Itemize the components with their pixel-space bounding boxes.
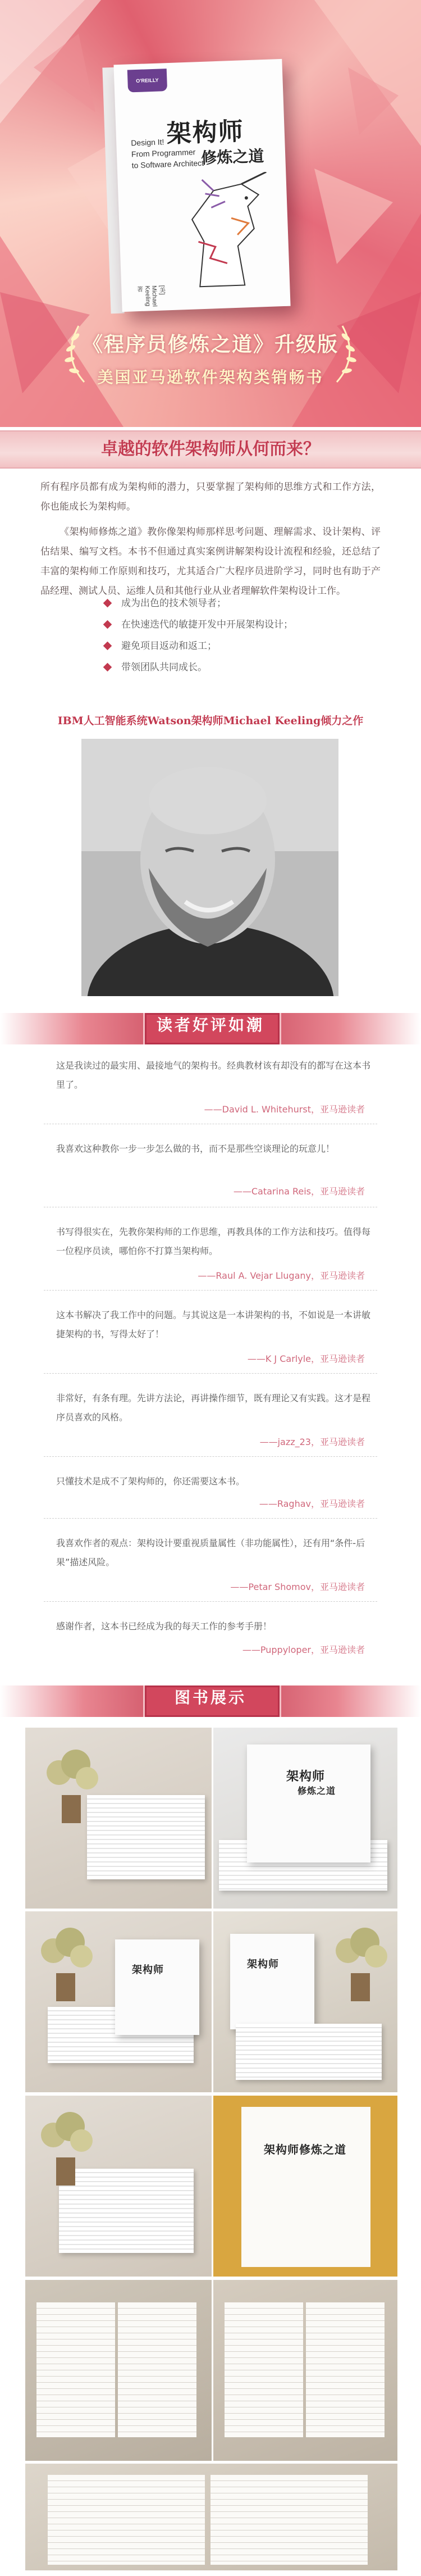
- publisher-badge: O'REILLY: [127, 69, 167, 92]
- plant-icon: [31, 1923, 98, 2007]
- intro-paragraph: 所有程序员都有成为架构师的潜力，只要掌握了架构师的思维方式和工作方法，你也能成长为架构师。: [40, 481, 381, 512]
- open-book-page: [36, 2302, 115, 2437]
- book-photo-cover: 架构师 修炼之道: [247, 1744, 370, 1862]
- divider: [44, 1373, 377, 1374]
- diamond-bullet-icon: [103, 663, 112, 672]
- cover-subtitle: 修炼之道: [200, 147, 264, 168]
- gallery-photo: [25, 2280, 212, 2461]
- diamond-bullet-icon: [103, 642, 112, 651]
- divider: [44, 1290, 377, 1291]
- review-author: ——Catarina Reis，亚马逊读者: [233, 1186, 365, 1197]
- review-text: 这是我读过的最实用、最接地气的架构书。经典教材该有却没有的都写在这本书里了。: [56, 1060, 371, 1090]
- cover-title: 架构师: [166, 117, 245, 149]
- gallery-photo: [25, 2464, 397, 2570]
- section-header-bar: [0, 430, 421, 469]
- open-book-page: [48, 2475, 205, 2565]
- open-book-page: [118, 2302, 196, 2437]
- section-heading: 卓越的软件架构师从何而来？: [101, 439, 320, 459]
- list-item: 成为出色的技术领导者；: [102, 593, 293, 614]
- review-author: ——Raghav，亚马逊读者: [259, 1498, 365, 1509]
- description-paragraph: 《架构师修炼之道》教你像架构师那样思考问题、理解需求、设计架构、评估结果、编写文档。本书不但通过真实案例讲解架构设计流程和经验，还总结了丰富的架构师工作原则和技巧，尤其适合广大程序员进阶学习，同时也有助于产品经理、测试人员、运维人员和其他行业从业者理解软件架构设计工作。: [40, 526, 381, 597]
- diamond-bullet-icon: [103, 599, 112, 608]
- gallery-photo: [25, 2096, 212, 2277]
- hero-tagline-secondary: 美国亚马逊软件架构类销畅书: [97, 368, 324, 387]
- review-author: ——jazz_23，亚马逊读者: [259, 1437, 365, 1447]
- author-portrait-illustration: [81, 739, 338, 996]
- divider: [44, 1518, 377, 1519]
- benefits-list: [102, 593, 293, 678]
- open-book-page: [306, 2302, 385, 2437]
- cover-english-title: Design It! From Programmer to Software Architect: [131, 137, 204, 170]
- gallery-heading: 图书展示: [174, 1688, 246, 1707]
- review-text: 只懂技术是成不了架构师的，你还需要这本书。: [56, 1476, 245, 1487]
- review-author: ——Petar Shomov，亚马逊读者: [230, 1582, 365, 1592]
- review-text: 感谢作者，这本书已经成为我的每天工作的参考手册！: [56, 1621, 272, 1632]
- plant-icon: [326, 1923, 393, 2007]
- gallery-photo: 架构师: [25, 1911, 212, 2092]
- open-book-page: [210, 2475, 368, 2565]
- author-portrait: [81, 739, 338, 996]
- list-item: 在快速迭代的敏捷开发中开展架构设计；: [102, 614, 293, 635]
- hero-tagline-primary: 《程序员修炼之道》升级版: [82, 333, 338, 356]
- review-text: 这本书解决了我工作中的问题。与其说这是一本讲架构的书，不如说是一本讲敏捷架构的书，写得太好了！: [56, 1310, 371, 1339]
- review-text: 书写得很实在，先教你架构师的工作思维，再教具体的工作方法和技巧。值得每一位程序员读，哪怕你不打算当架构师。: [56, 1226, 371, 1256]
- divider: [44, 1601, 377, 1602]
- cover-author: [美] Michael Keeling 著: [136, 285, 166, 307]
- review-author: ——David L. Whitehurst，亚马逊读者: [204, 1104, 365, 1115]
- open-book-page: [225, 2302, 303, 2437]
- review-author: ——Raul A. Vejar Llugany，亚马逊读者: [198, 1270, 365, 1281]
- gallery-photo: [213, 2096, 397, 2277]
- review-text: 非常好，有条有理。先讲方法论，再讲操作细节，既有理论又有实践。这才是程序员喜欢的风格。: [56, 1393, 371, 1423]
- review-author: ——K J Carlyle，亚马逊读者: [247, 1353, 365, 1364]
- author-caption: IBM人工智能系统Watson架构师Michael Keeling倾力之作: [57, 715, 364, 727]
- list-item: 带领团队共同成长。: [102, 657, 293, 678]
- gallery-photo: [213, 2280, 397, 2461]
- gallery-photo: 架构师: [213, 1911, 397, 2092]
- list-item: 避免项目返动和返工；: [102, 635, 293, 657]
- divider: [44, 1456, 377, 1457]
- diamond-bullet-icon: [103, 620, 112, 629]
- review-text: 我喜欢这种教你一步一步怎么做的书，而不是那些空谈理论的玩意儿！: [56, 1143, 335, 1154]
- review-text: 我喜欢作者的观点：架构设计要重视质量属性（非功能属性），还有用“条件-后果”描述风险。: [56, 1538, 365, 1568]
- book-cover: [113, 59, 290, 312]
- gallery-photo: [213, 1728, 397, 1909]
- unicorn-illustration: [162, 171, 278, 293]
- reviews-heading: 读者好评如潮: [156, 1016, 264, 1034]
- hero-banner: [0, 0, 421, 427]
- review-author: ——Puppyloper，亚马逊读者: [242, 1644, 365, 1655]
- plant-icon: [36, 1744, 104, 1829]
- open-book-page: 架构师修炼之道: [241, 2107, 370, 2267]
- plant-icon: [31, 2107, 98, 2191]
- gallery-photo: [25, 1728, 212, 1909]
